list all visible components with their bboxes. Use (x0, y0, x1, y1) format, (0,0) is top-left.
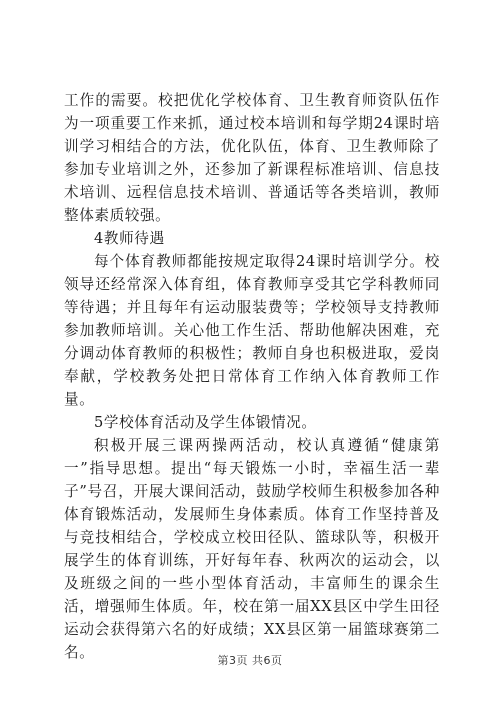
section-heading-sports-activities: 5学校体育活动及学生体锻情况。 (94, 414, 317, 431)
section-heading-teacher-treatment: 4教师待遇 (94, 230, 165, 247)
paragraph-teacher-treatment: 每个体育教师都能按规定取得24课时培训学分。校领导还经常深入体育组，体育教师享受其它学科教师同等待遇；并且每年有运动服装费等；学校领导支持教师参加教师培训。关心他工作生活、帮助他解决困难，充分调动体育教师的积极性；教师自身也积极进取，爱岗奉献，学校教务处把日常体育工作纳入体育教师工作量。 (64, 253, 440, 408)
paragraph-sports-activities: 积极开展三课两操两活动，校认真遵循“健康第一”指导思想。提出“每天锻炼一小时，幸福生活一辈子”号召，开展大课间活动，鼓励学校师生积极参加各种体育锻炼活动，发展师生身体素质。体育工作坚持普及与竞技相结合，学校成立校田径队、篮球队等，积极开展学生的体育训练，开好每年春、秋两次的运动会，以及班级之间的一些小型体育活动，丰富师生的课余生活，增强师生体质。年，校在第一届XX县区中学生田径运动会获得第六名的好成绩；XX县区第一届篮球赛第二名。 (64, 437, 440, 661)
page-number-footer: 第3页 共6页 (217, 654, 283, 667)
document-body (64, 89, 440, 664)
paragraph-teacher-training: 工作的需要。校把优化学校体育、卫生教育师资队伍作为一项重要工作来抓，通过校本培训和每学期24课时培训学习相结合的方法，优化队伍，体育、卫生教师除了参加专业培训之外，还参加了新课程标准培训、信息技术培训、远程信息技术培训、普通话等各类培训，教师整体素质较强。 (64, 92, 440, 224)
